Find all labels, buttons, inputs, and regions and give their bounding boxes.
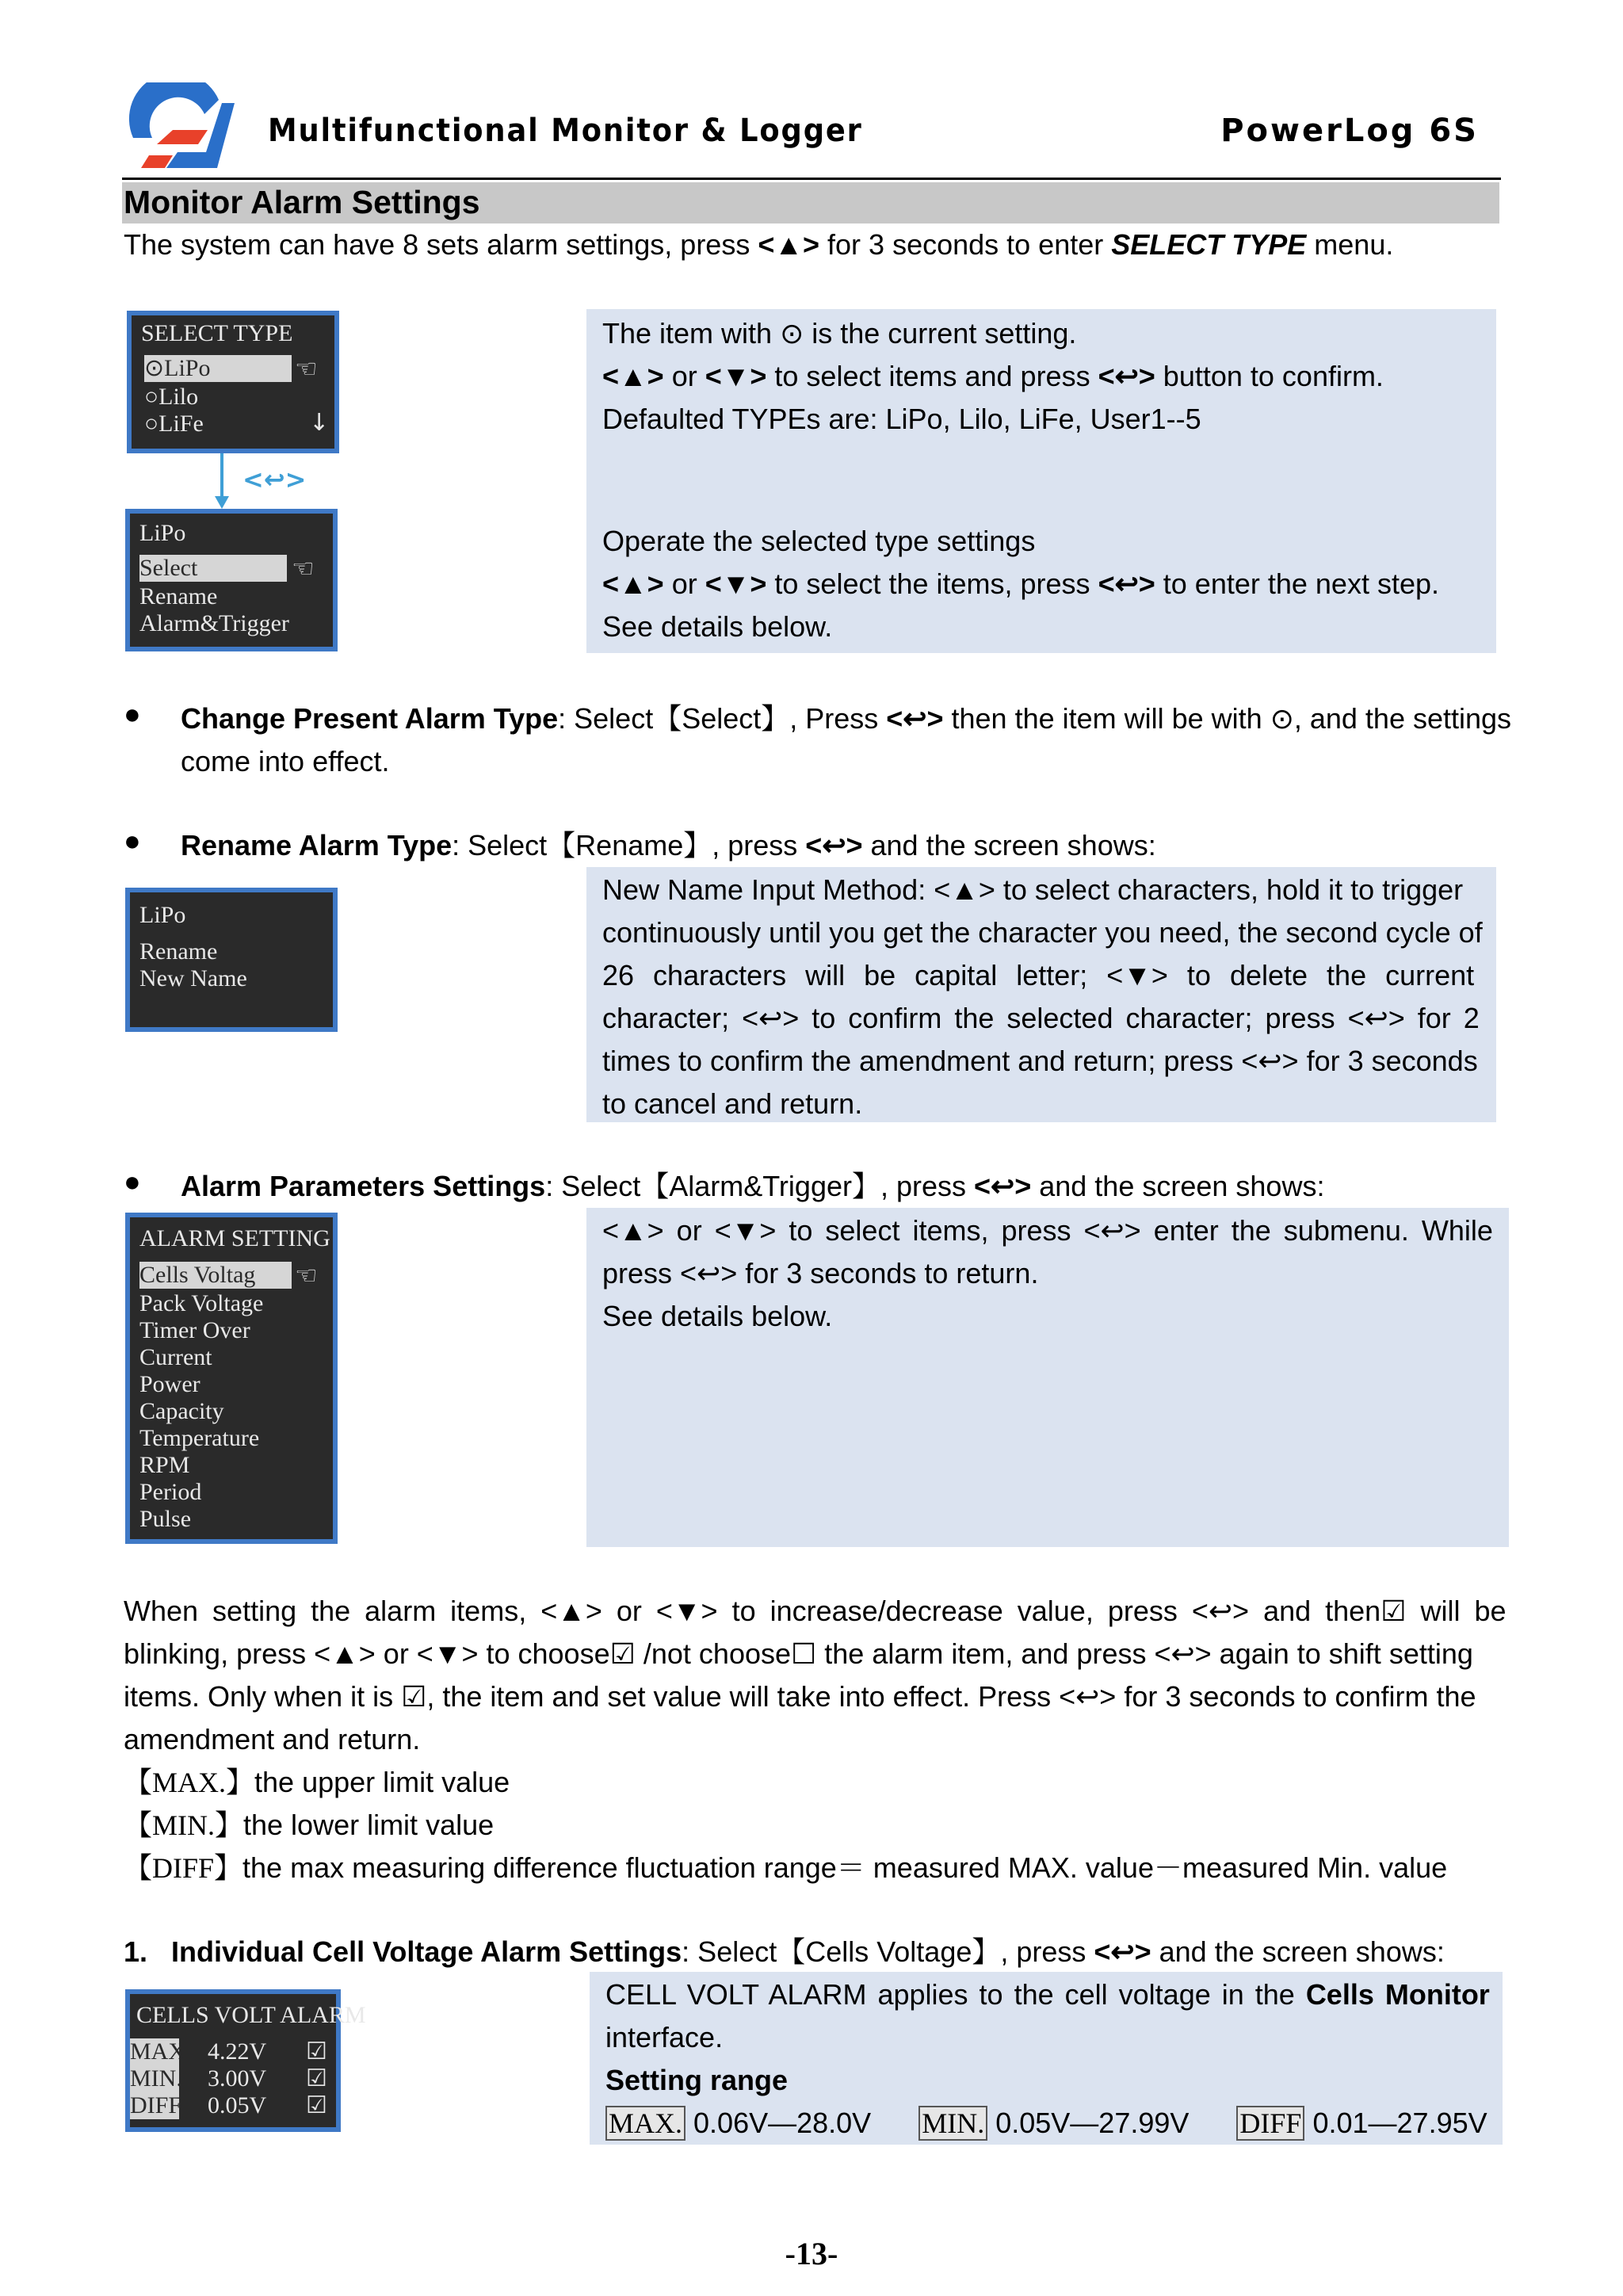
checkbox-checked-icon: ☑ <box>306 2065 327 2092</box>
info-line: Operate the selected type settings <box>602 525 1036 557</box>
screen-value-min: 3.00V <box>208 2065 267 2092</box>
section-title: Monitor Alarm Settings <box>124 184 480 220</box>
screen-item-new-name: New Name <box>139 965 247 991</box>
bullet-alarm-parameters: Alarm Parameters Settings: Select【Alarm&Trigger】, press <↩> and the screen shows: <box>181 1170 1325 1202</box>
screen-value-diff: 0.05V <box>208 2092 267 2118</box>
screen-item-lilo: ○Lilo <box>144 384 199 410</box>
scroll-down-arrow-icon: ↓ <box>309 409 330 437</box>
info-line: to cancel and return. <box>602 1087 863 1120</box>
info-line: 26 characters will be capital letter; <▼> to delete the current <box>602 959 1475 991</box>
info-box-select <box>586 309 1496 653</box>
info-line: interface. <box>605 2021 724 2053</box>
info-line: Defaulted TYPEs are: LiPo, Lilo, LiFe, User1--5 <box>602 403 1201 435</box>
definition-max: 【MAX.】the upper limit value <box>124 1766 510 1798</box>
company-logo <box>125 82 235 170</box>
info-line: See details below. <box>602 1300 833 1332</box>
screen-item-capacity: Capacity <box>139 1398 224 1424</box>
info-line: character; <↩> to confirm the selected character; press <↩> for 2 <box>602 1002 1480 1034</box>
screen-item-timer-over: Timer Over <box>139 1317 250 1343</box>
screen-item-cells-voltage: Cells Voltag <box>139 1262 292 1289</box>
definition-min: 【MIN.】the lower limit value <box>124 1809 495 1841</box>
screen-label-min: MIN. <box>130 2065 182 2092</box>
screen-item-temperature: Temperature <box>139 1425 260 1451</box>
screen-rename <box>125 888 338 1032</box>
bullet-rename-alarm-type: Rename Alarm Type: Select【Rename】, press <↩> and the screen shows: <box>181 829 1156 861</box>
screen-cells-volt-alarm <box>125 1989 366 2132</box>
screen-item-period: Period <box>139 1479 202 1505</box>
bullet-icon: ● <box>124 824 141 857</box>
section-intro: The system can have 8 sets alarm settings, press <▲> for 3 seconds to enter SELECT TYPE menu. <box>124 228 1394 261</box>
info-line: <▲> or <▼> to select the items, press <↩> to enter the next step. <box>602 567 1440 600</box>
info-line: The item with ⊙ is the current setting. <box>602 317 1077 350</box>
screen-title: LiPo <box>139 902 186 928</box>
screen-label-max: MAX. <box>130 2038 192 2065</box>
screen-item-lipo: ⊙LiPo <box>144 355 292 382</box>
info-line: continuously until you get the character you need, the second cycle of <box>602 916 1483 949</box>
info-box-alarm <box>586 1208 1509 1547</box>
info-line: <▲> or <▼> to select items and press <↩> button to confirm. <box>602 360 1384 392</box>
down-arrow-icon <box>212 453 231 510</box>
header-model: PowerLog 6S <box>1220 113 1479 149</box>
info-line: CELL VOLT ALARM applies to the cell voltage in the Cells Monitor <box>605 1978 1490 2011</box>
enter-key-label: <↩> <box>242 464 307 495</box>
screen-item-current: Current <box>139 1344 212 1370</box>
info-line: See details below. <box>602 610 833 643</box>
bullet-change-alarm-type: Change Present Alarm Type: Select【Select】, Press <↩> then the item will be with ⊙, and the settings <box>181 702 1512 735</box>
screen-item-power: Power <box>139 1371 200 1397</box>
screen-lipo-menu <box>125 509 338 651</box>
bullet-change-cont: come into effect. <box>181 745 390 777</box>
setting-range-values: MAX. 0.06V—28.0V MIN. 0.05V—27.99V DIFF 0.01—27.95V <box>605 2102 1487 2145</box>
screen-item-rename: Rename <box>139 938 218 965</box>
screen-label-diff: DIFF <box>130 2092 182 2118</box>
paragraph-line: blinking, press <▲> or <▼> to choose☑ /not choose☐ the alarm item, and press <↩> again to shift setting <box>124 1637 1473 1670</box>
screen-select-type <box>127 311 339 453</box>
paragraph-line: items. Only when it is ☑, the item and set value will take into effect. Press <↩> for 3 seconds to confirm the <box>124 1680 1476 1713</box>
screen-title: SELECT TYPE <box>141 320 293 346</box>
pointer-hand-icon: ☜ <box>295 1260 318 1290</box>
page-number: -13- <box>785 2236 838 2271</box>
header-divider <box>122 178 1501 180</box>
screen-item-alarm-trigger: Alarm&Trigger <box>139 610 289 636</box>
pointer-hand-icon: ☜ <box>292 553 315 583</box>
screen-title: LiPo <box>139 520 186 546</box>
screen-item-rename: Rename <box>139 583 218 609</box>
definition-diff: 【DIFF】the max measuring difference fluctuation range＝ measured MAX. value－measured Min. value <box>124 1851 1448 1884</box>
paragraph-line: amendment and return. <box>124 1723 421 1755</box>
pointer-hand-icon: ☜ <box>295 353 318 384</box>
info-line: times to confirm the amendment and return; press <↩> for 3 seconds <box>602 1045 1478 1077</box>
paragraph-line: When setting the alarm items, <▲> or <▼> to increase/decrease value, press <↩> and then☑ will be <box>124 1595 1507 1627</box>
screen-title: ALARM SETTING <box>139 1225 330 1251</box>
info-line: <▲> or <▼> to select items, press <↩> enter the submenu. While <box>602 1214 1493 1247</box>
screen-item-select: Select <box>139 555 287 582</box>
info-line: press <↩> for 3 seconds to return. <box>602 1257 1039 1289</box>
numbered-item-1: 1. Individual Cell Voltage Alarm Settings: Select【Cells Voltage】, press <↩> and the screen shows: <box>124 1935 1445 1968</box>
checkbox-checked-icon: ☑ <box>306 2092 327 2118</box>
bullet-icon: ● <box>124 1165 141 1198</box>
screen-value-max: 4.22V <box>208 2038 267 2065</box>
screen-item-life: ○LiFe <box>144 411 204 437</box>
checkbox-checked-icon: ☑ <box>306 2038 327 2065</box>
screen-item-pulse: Pulse <box>139 1506 192 1532</box>
info-line: New Name Input Method: <▲> to select characters, hold it to trigger <box>602 873 1464 906</box>
bullet-icon: ● <box>124 697 141 730</box>
setting-range-heading: Setting range <box>605 2064 789 2096</box>
header-title: Multifunctional Monitor & Logger <box>268 113 863 149</box>
screen-title: CELLS VOLT ALARM <box>136 2002 366 2028</box>
screen-item-pack-voltage: Pack Voltage <box>139 1290 264 1316</box>
info-box-rename <box>586 867 1496 1122</box>
info-box-cells-volt <box>590 1972 1503 2145</box>
screen-alarm-setting <box>125 1213 338 1544</box>
screen-item-rpm: RPM <box>139 1452 190 1478</box>
